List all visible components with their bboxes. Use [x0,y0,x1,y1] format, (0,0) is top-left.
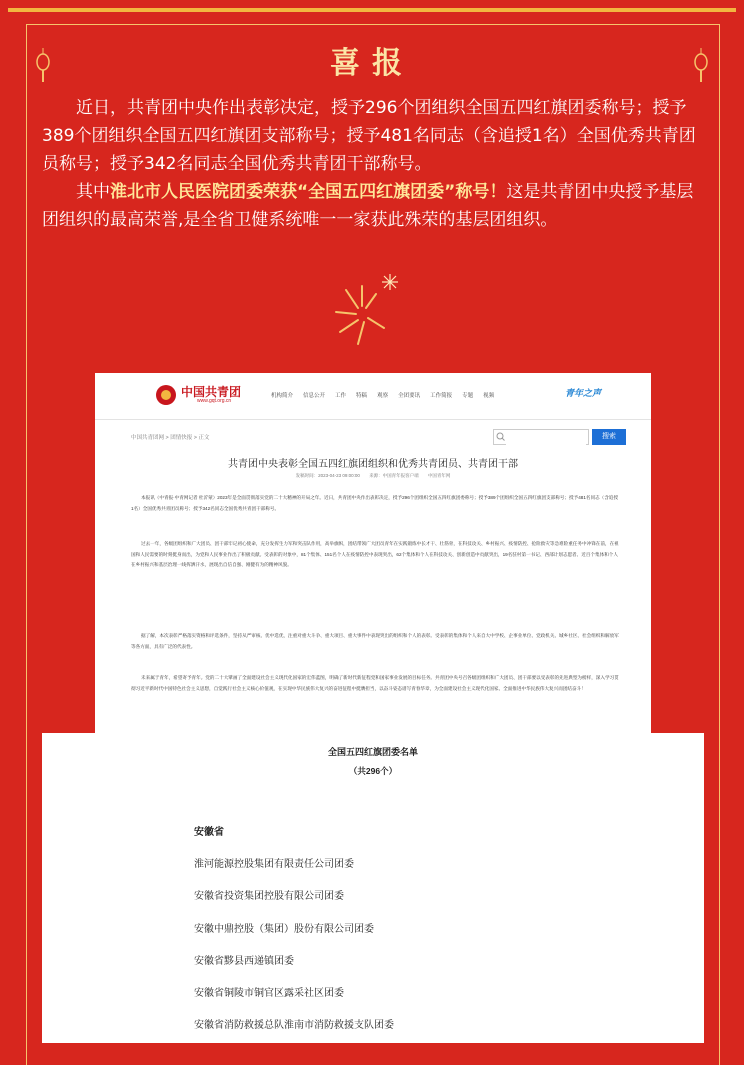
search-box [493,429,589,445]
site-url: www.gqt.org.cn [197,398,232,404]
announcement-paragraph-1: 近日，共青团中央作出表彰决定，授予296个团组织全国五四红旗团委称号；授予389个团组织全国五四红旗团支部称号；授予481名同志（含追授1名）全国优秀共青团员称号；授予342名同志全国优秀共青团干部称号。 [42,98,696,174]
list-item: 安徽中鼎控股（集团）股份有限公司团委 [194,924,374,935]
article-source: 来源：中国青年报客户端 [369,473,419,478]
search-button[interactable]: 搜索 [592,429,626,445]
article-meta [95,473,651,479]
nav-item[interactable]: 信息公开 [303,393,326,399]
list-item: 安徽省消防救援总队淮南市消防救援支队团委 [194,1020,394,1031]
list-item: 淮河能源控股集团有限责任公司团委 [194,859,354,870]
announcement-paragraph-2: 其中淮北市人民医院团委荣获“全国五四红旗团委”称号！这是共青团中央授予基层团组织的最高荣誉,是全省卫健系统唯一一家获此殊荣的基层团组织。 [42,182,694,230]
list-item: 安徽省黟县西递镇团委 [194,956,294,967]
article-screenshot [95,373,651,733]
publish-date: 发稿时间：2023-04-23 09:00:00 [295,473,360,478]
nav-item[interactable]: 特稿 [356,393,368,399]
article-paragraph: 未来属于青年，希望寄予青年。党的二十大擘画了全面建设社会主义现代化国家的宏伟蓝图，明确了新时代新征程党和国家事业发展的目标任务。共青团中央号召各级团组织和广大团员、团干部要以受表彰的先进典型为榜样，深入学习贯彻习近平新时代中国特色社会主义思想，自觉践行社会主义核心价值观，在实现中华民族伟大复兴的奋进征程中挺膺担当，以奋斗姿态谱写青春华章，为全面建设社会主义现代化国家、全面推进中华民族伟大复兴而团结奋斗！ [131,675,619,691]
province-heading: 安徽省 [194,827,224,838]
article-paragraph: 过去一年，各级团组织和广大团员、团干部牢记初心使命，充分发挥生力军和突击队作用，高举旗帜，团结带领广大团员青年在实践锻炼中长才干、壮筋骨，在科技攻关、乡村振兴、疫情防控、抢险救灾等急难险重任务中冲锋在前，在祖国和人民需要的时刻挺身而出，为党和人民事业作出了积极贡献。受表彰的对象中，81个集体、151名个人在疫情防控中表现突出，62个集体和个人在科技攻关、创新创造中贡献突出，19名驻村第一书记、西部计划志愿者、近百个集体和个人在乡村振兴和基层治理一线挥洒汗水，展现出自信自强、刚健有为的精神风貌。 [131,541,619,567]
highlight-text: 淮北市人民医院团委荣获“全国五四红旗团委”称号！ [110,182,507,202]
list-item: 安徽省投资集团控股有限公司团委 [194,891,344,902]
award-list-panel [42,733,704,1043]
article-author: 中国青年网 [427,473,451,478]
site-name: 中国共青团 [181,385,242,399]
nav-item[interactable]: 观察 [377,393,389,399]
article-title: 共青团中央表彰全国五四红旗团组织和优秀共青团员、共青团干部 [228,459,518,470]
nav-item[interactable]: 机构简介 [271,393,294,399]
list-count: （共296个） [348,766,398,776]
breadcrumb[interactable]: 中国共青团网 > 团情快报 > 正文 [131,435,210,441]
search-input[interactable] [506,436,586,448]
youth-league-emblem-icon [155,384,177,406]
brand-logo[interactable]: 青年之声 [565,388,602,398]
site-nav [271,391,494,399]
page-title: 喜报 [330,46,414,81]
site-header [95,373,651,420]
list-item: 安徽省铜陵市铜官区露采社区团委 [194,988,344,999]
nav-item[interactable]: 全团要讯 [398,393,421,399]
list-title: 全国五四红旗团委名单 [327,747,418,757]
nav-item[interactable]: 视频 [483,393,495,399]
nav-item[interactable]: 工作简报 [430,393,453,399]
article-paragraph: 本报讯（中青报·中青网记者 杜沂蒙）2023年是全面贯彻落实党的二十大精神的开局之年。近日，共青团中央作出表彰决定，授予296个团组织全国五四红旗团委称号；授予389个团组织全国五四红旗团支部称号；授予481名同志（含追授1名）全国优秀共青团员称号；授予342名同志全国优秀共青团干部称号。 [131,495,619,511]
nav-item[interactable]: 专题 [462,393,474,399]
search-icon [496,432,505,441]
firework-icon [318,268,410,360]
article-paragraph: 据了解，本次表彰严格落实资格和评选条件，坚持从严审核、优中选优，注重对重大斗争、重大项目、重大事件中表现突出的组织和个人的表彰。受表彰的集体和个人来自大中学校、企事业单位、党政机关、城乡社区、社会组织和解放军等各方面，具有广泛的代表性。 [131,633,619,649]
nav-item[interactable]: 工作 [335,393,347,399]
